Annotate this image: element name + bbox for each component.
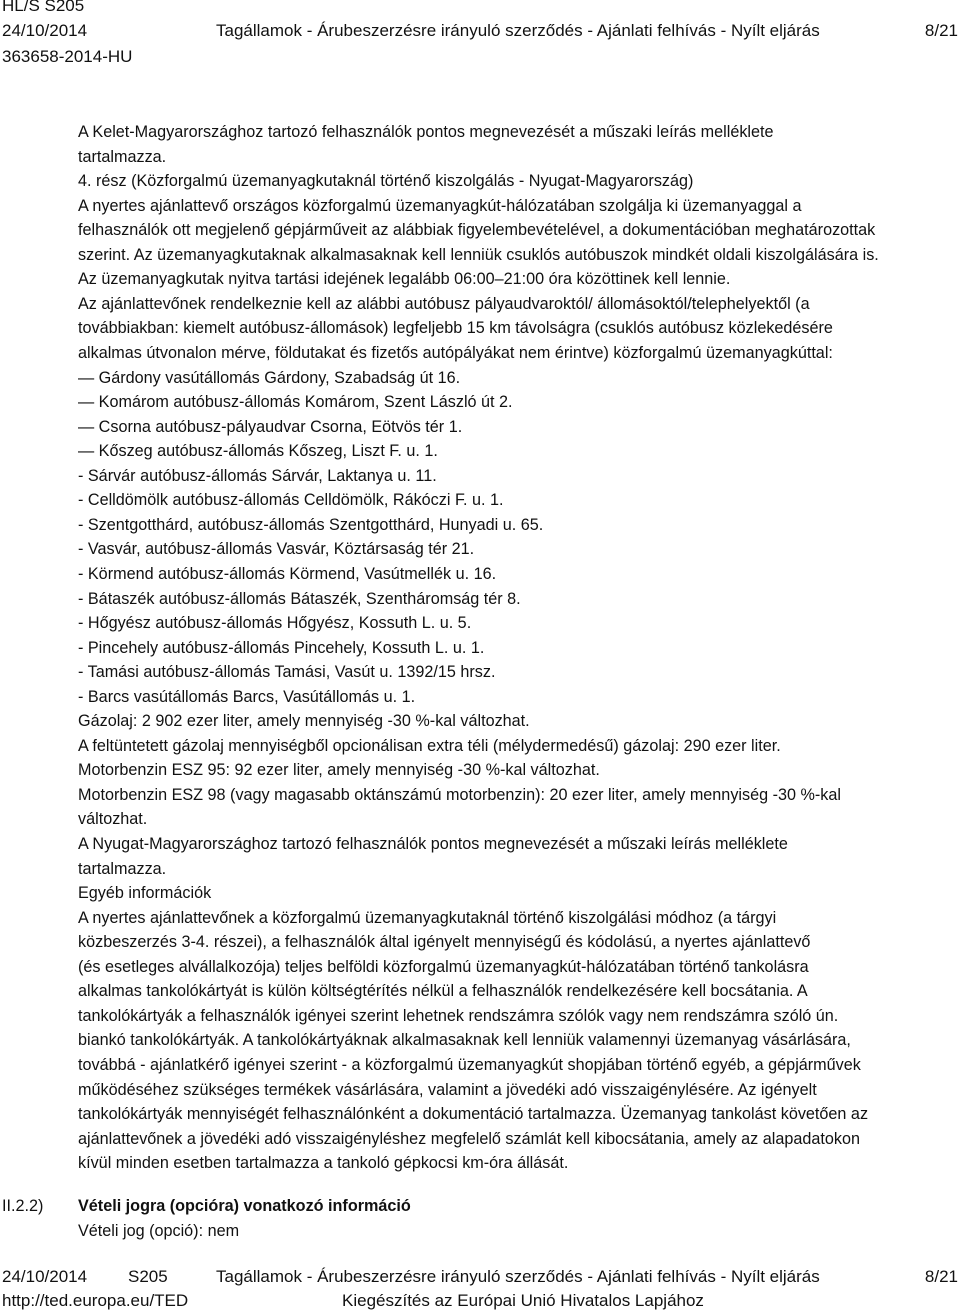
header-doc-id: HL/S S205	[2, 0, 85, 15]
body-line: működéséhez szükséges termékek vásárlására, valamint a jövedéki adó visszaigénylésére. Az igényelt	[78, 1080, 817, 1099]
header-page-number: 8/21	[924, 21, 958, 40]
body-line: - Tamási autóbusz-állomás Tamási, Vasút u. 1392/15 hrsz.	[78, 663, 496, 682]
footer-page-number: 8/21	[924, 1267, 958, 1286]
body-line: alkalmas útvonalon mérve, földutakat és fizetős autópályákat nem érintve) közforgalmú üzemanyagkúttal:	[78, 344, 833, 362]
body-line: - Szentgotthárd, autóbusz-állomás Szentgotthárd, Hunyadi u. 65.	[78, 515, 544, 534]
body-line: közbeszerzés 3-4. részei), a felhasználók által igényelt mennyiségű és kódolású, a nyertes ajánlattevő	[78, 933, 811, 952]
body-line: - Sárvár autóbusz-állomás Sárvár, Laktanya u. 11.	[78, 466, 437, 485]
body-line: ajánlattevőnek a jövedéki adó visszaigényléshez megfelelő számlát kell kibocsátania, amely az alapadatokon	[78, 1129, 860, 1148]
body-line: A feltüntetett gázolaj mennyiségből opcionálisan extra téli (mélydermedésű) gázolaj: 290 ezer liter.	[78, 736, 781, 755]
footer-url-link[interactable]: http://ted.europa.eu/TED	[2, 1291, 189, 1310]
body-line: - Vasvár, autóbusz-állomás Vasvár, Köztársaság tér 21.	[78, 540, 475, 559]
body-line: továbbiakban: kiemelt autóbusz-állomások) legfeljebb 15 km távolságra (csuklós autóbusz közlekedésére	[78, 319, 833, 338]
body-line: - Körmend autóbusz-állomás Körmend, Vasútmellék u. 16.	[78, 564, 497, 583]
footer-publisher: Kiegészítés az Európai Unió Hivatalos Lapjához	[342, 1291, 704, 1310]
body-line: A nyertes ajánlattevő országos közforgalmú üzemanyagkút-hálózatában szolgálja ki üzemanyaggal a	[78, 196, 802, 215]
body-line: biankó tankolókártyák. A tankolókártyáknak alkalmasaknak kell lenniük valamennyi üzemanyag vásárlására,	[78, 1031, 851, 1050]
body-line: — Gárdony vasútállomás Gárdony, Szabadság út 16.	[78, 368, 461, 387]
body-line: - Hőgyész autóbusz-állomás Hőgyész, Kossuth L. u. 5.	[78, 614, 472, 632]
body-line: - Pincehely autóbusz-állomás Pincehely, Kossuth L. u. 1.	[78, 638, 485, 657]
section-title: Vételi jogra (opcióra) vonatkozó információ	[78, 1197, 411, 1215]
body-line: tartalmazza.	[78, 147, 167, 166]
body-line: kívül minden esetben tartalmazza a tankoló gépkocsi km-óra állását.	[78, 1154, 569, 1173]
header-title: Tagállamok - Árubeszerzésre irányuló szerződés - Ajánlati felhívás - Nyílt eljárás	[216, 21, 820, 40]
body-line: - Celldömölk autóbusz-állomás Celldömölk, Rákóczi F. u. 1.	[78, 491, 504, 510]
body-line: (és esetleges alvállalkozója) teljes belföldi közforgalmú üzemanyagkút-hálózatában történő tankolásra	[78, 957, 809, 976]
body-line: A nyertes ajánlattevőnek a közforgalmú üzemanyagkutaknál történő kiszolgálási módhoz (a tárgyi	[78, 908, 777, 927]
body-line: — Kőszeg autóbusz-állomás Kőszeg, Liszt F. u. 1.	[78, 442, 438, 461]
body-line: Motorbenzin ESZ 95: 92 ezer liter, amely mennyiség -30 %-kal változhat.	[78, 761, 600, 780]
section-value: Vételi jog (opció): nem	[78, 1222, 240, 1240]
body-line: Egyéb információk	[78, 884, 212, 903]
body-line: Motorbenzin ESZ 98 (vagy magasabb oktánszámú motorbenzin): 20 ezer liter, amely mennyiség -30 %-kal	[78, 785, 841, 804]
section-number: II.2.2)	[2, 1197, 44, 1215]
body-line: - Bátaszék autóbusz-állomás Bátaszék, Szentháromság tér 8.	[78, 589, 521, 608]
body-line: tankolókártyák mennyiségét felhasználónként a dokumentáció tartalmazza. Üzemanyag tankolást követően az	[78, 1105, 869, 1123]
body-line: — Csorna autóbusz-pályaudvar Csorna, Eötvös tér 1.	[78, 417, 463, 436]
footer-date: 24/10/2014	[2, 1267, 88, 1286]
header-doc-number: 363658-2014-HU	[2, 47, 133, 66]
body-line: - Barcs vasútállomás Barcs, Vasútállomás u. 1.	[78, 687, 416, 706]
body-line: Gázolaj: 2 902 ezer liter, amely mennyiség -30 %-kal változhat.	[78, 712, 530, 731]
body-line: tartalmazza.	[78, 859, 167, 878]
body-line: 4. rész (Közforgalmú üzemanyagkutaknál történő kiszolgálás - Nyugat-Magyarország)	[78, 172, 694, 191]
body-line: A Kelet-Magyarországhoz tartozó felhasználók pontos megnevezését a műszaki leírás melléklete	[78, 123, 774, 141]
header-date: 24/10/2014	[2, 21, 88, 40]
body-line: Az üzemanyagkutak nyitva tartási idejének legalább 06:00–21:00 óra közöttinek kell lennie.	[78, 270, 731, 289]
body-line: tankolókártyák a felhasználók igényei szerint lehetnek rendszámra szólók vagy nem rendszámra szóló ún.	[78, 1006, 839, 1025]
footer-title: Tagállamok - Árubeszerzésre irányuló szerződés - Ajánlati felhívás - Nyílt eljárás	[216, 1267, 820, 1286]
footer-series: S205	[128, 1267, 168, 1286]
body-line: Az ajánlattevőnek rendelkeznie kell az alábbi autóbusz pályaudvaroktól/ állomásoktól/telephelyektől (a	[78, 294, 810, 313]
body-line: továbbá - ajánlatkérő igényei szerint - a közforgalmú üzemanyagkút shopjában történő egyéb, a gépjárművek	[78, 1055, 861, 1074]
body-line: A Nyugat-Magyarországhoz tartozó felhasználók pontos megnevezését a műszaki leírás melléklete	[78, 835, 788, 853]
body-line: változhat.	[78, 810, 148, 829]
body-line: szerint. Az üzemanyagkutaknak alkalmasaknak kell lenniük csuklós autóbuszok mindkét oldali kiszolgálására is.	[78, 245, 879, 264]
body-line: — Komárom autóbusz-állomás Komárom, Szent László út 2.	[78, 393, 513, 412]
body-line: felhasználók ott megjelenő gépjárműveit az alábbiak figyelembevételével, a dokumentációban meghatározottak	[78, 221, 876, 240]
body-line: alkalmas tankolókártyát is külön költségtérítés nélkül a felhasználók rendelkezésére kell bocsátania. A	[78, 982, 808, 1001]
